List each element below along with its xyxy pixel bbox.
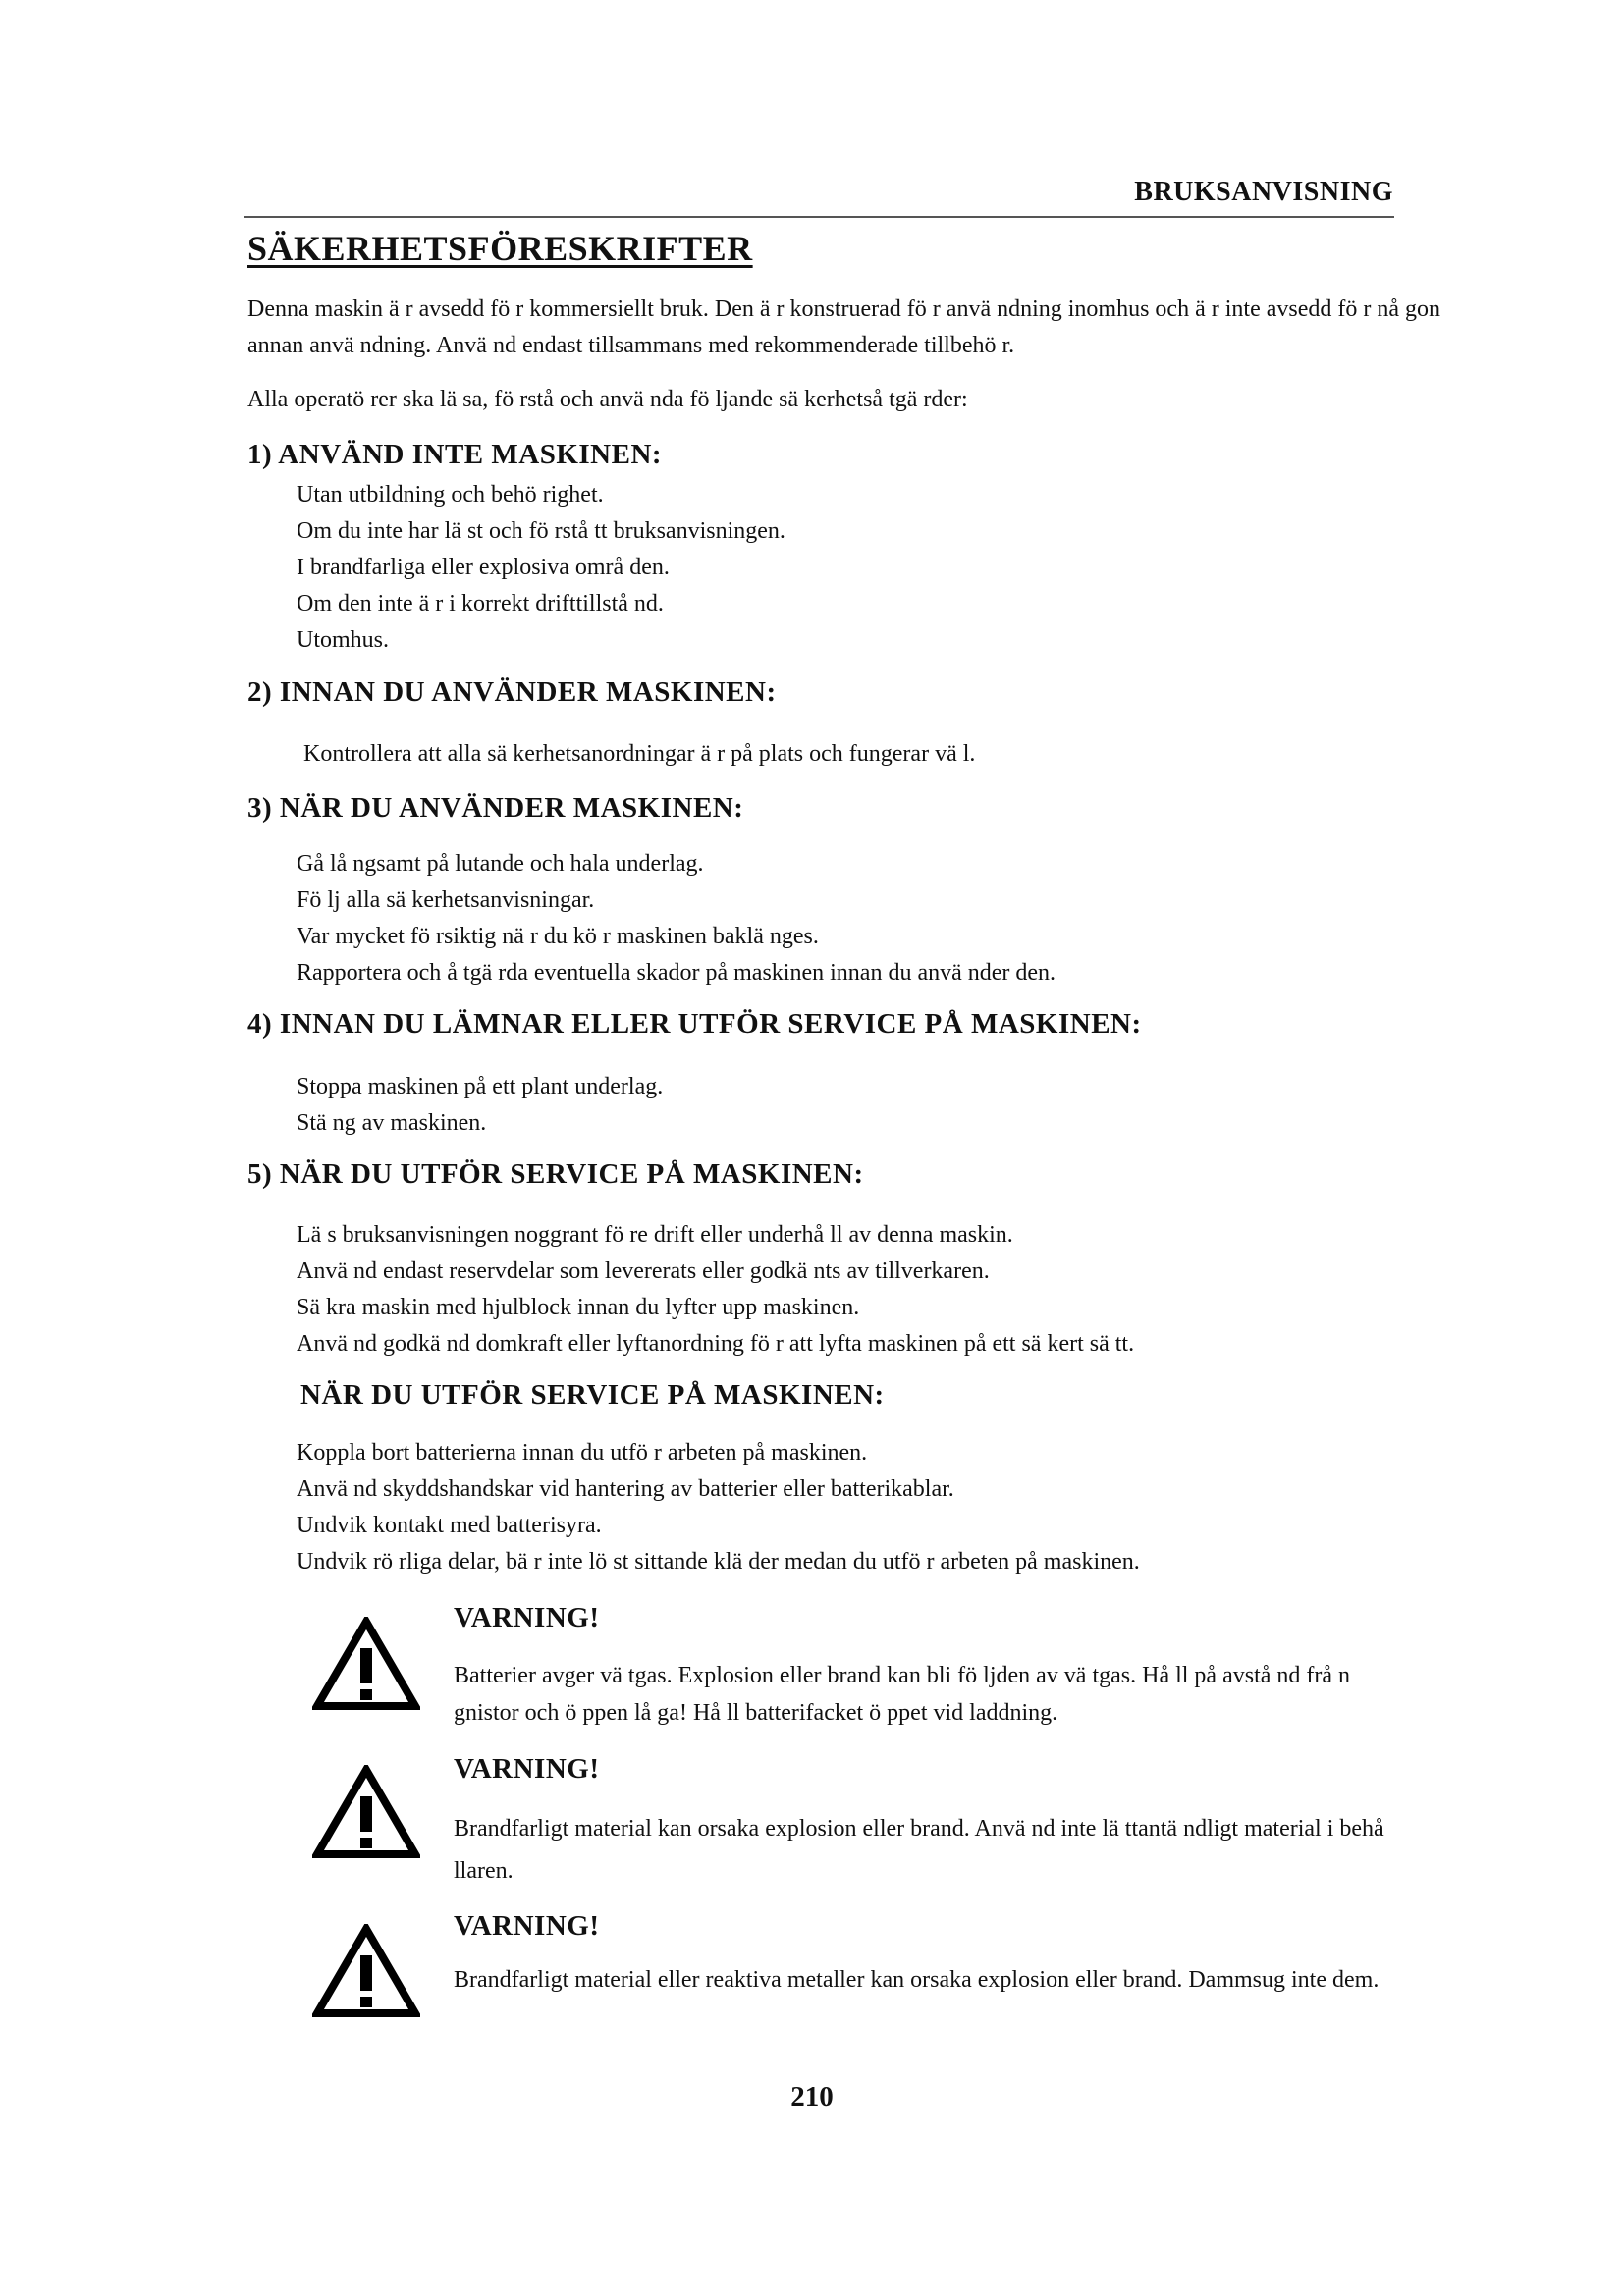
section-list: [297, 477, 785, 659]
section-heading: 1) ANVÄND INTE MASKINEN:: [247, 439, 663, 470]
list-item: Gå lå ngsamt på lutande och hala underlag.: [297, 851, 704, 877]
list-item: Anvä nd endast reservdelar som levererats eller godkä nts av tillverkaren.: [297, 1258, 990, 1284]
list-item: Anvä nd skyddshandskar vid hantering av batterier eller batterikablar.: [297, 1476, 954, 1502]
running-header: BRUKSANVISNING: [1134, 177, 1393, 207]
section-list: [303, 736, 975, 773]
section-list: [297, 1435, 1140, 1580]
list-item: Utan utbildning och behö righet.: [297, 482, 604, 507]
section-heading: NÄR DU UTFÖR SERVICE PÅ MASKINEN:: [300, 1379, 885, 1411]
intro-paragraph: Denna maskin ä r avsedd fö r kommersiellt bruk. Den ä r konstruerad fö r anvä ndning inomhus och ä r inte avsedd fö r nå gon annan anvä ndning. Anvä nd endast tillsammans med rekommenderade tillbehö r.: [247, 296, 1440, 358]
section-heading: 3) NÄR DU ANVÄNDER MASKINEN:: [247, 792, 744, 824]
page-title: SÄKERHETSFÖRESKRIFTER: [247, 229, 753, 268]
intro-paragraph: Alla operatö rer ska lä sa, fö rstå och anvä nda fö ljande sä kerhetså tgä rder:: [247, 387, 968, 412]
page-number: 210: [790, 2081, 834, 2112]
list-item: Kontrollera att alla sä kerhetsanordningar ä r på plats och fungerar vä l.: [303, 741, 976, 767]
list-item: Undvik kontakt med batterisyra.: [297, 1513, 602, 1538]
list-item: Fö lj alla sä kerhetsanvisningar.: [297, 887, 595, 913]
list-item: Lä s bruksanvisningen noggrant fö re drift eller underhå ll av denna maskin.: [297, 1222, 1013, 1248]
section-list: [297, 1069, 663, 1142]
warning-triangle-icon: [312, 1617, 420, 1711]
list-item: Om du inte har lä st och fö rstå tt bruksanvisningen.: [297, 518, 785, 544]
header-rule: [244, 216, 1394, 218]
warning-title: VARNING!: [454, 1753, 600, 1785]
list-item: Koppla bort batterierna innan du utfö r arbeten på maskinen.: [297, 1440, 868, 1466]
warning-title: VARNING!: [454, 1910, 600, 1942]
list-item: Utomhus.: [297, 627, 390, 653]
list-item: Sä kra maskin med hjulblock innan du lyfter upp maskinen.: [297, 1295, 860, 1320]
section-list: [297, 1217, 1134, 1362]
list-item: Var mycket fö rsiktig nä r du kö r maskinen baklä nges.: [297, 924, 819, 949]
list-item: Stoppa maskinen på ett plant underlag.: [297, 1074, 664, 1099]
list-item: Anvä nd godkä nd domkraft eller lyftanordning fö r att lyfta maskinen på ett sä kert sä tt.: [297, 1331, 1135, 1357]
warning-triangle-icon: [312, 1924, 420, 2018]
section-heading: 4) INNAN DU LÄMNAR ELLER UTFÖR SERVICE PÅ MASKINEN:: [247, 1008, 1142, 1040]
list-item: I brandfarliga eller explosiva områ den.: [297, 555, 670, 580]
section-list: [297, 846, 1056, 991]
section-heading: 2) INNAN DU ANVÄNDER MASKINEN:: [247, 676, 777, 708]
warning-text: Brandfarligt material eller reaktiva metaller kan orsaka explosion eller brand. Dammsug inte dem.: [454, 1967, 1380, 1993]
list-item: Om den inte ä r i korrekt drifttillstå nd.: [297, 591, 664, 616]
list-item: Rapportera och å tgä rda eventuella skador på maskinen innan du anvä nder den.: [297, 960, 1056, 986]
warning-text: Batterier avger vä tgas. Explosion eller brand kan bli fö ljden av vä tgas. Hå ll på avstå nd frå n gnistor och ö ppen lå ga! Hå ll batterifacket ö ppet vid laddning.: [454, 1663, 1351, 1726]
section-heading: 5) NÄR DU UTFÖR SERVICE PÅ MASKINEN:: [247, 1158, 864, 1190]
list-item: Stä ng av maskinen.: [297, 1110, 487, 1136]
warning-triangle-icon: [312, 1765, 420, 1859]
list-item: Undvik rö rliga delar, bä r inte lö st sittande klä der medan du utfö r arbeten på maskinen.: [297, 1549, 1140, 1575]
warning-title: VARNING!: [454, 1602, 600, 1633]
warning-text: Brandfarligt material kan orsaka explosion eller brand. Anvä nd inte lä ttantä ndligt material i behå llaren.: [454, 1816, 1384, 1884]
